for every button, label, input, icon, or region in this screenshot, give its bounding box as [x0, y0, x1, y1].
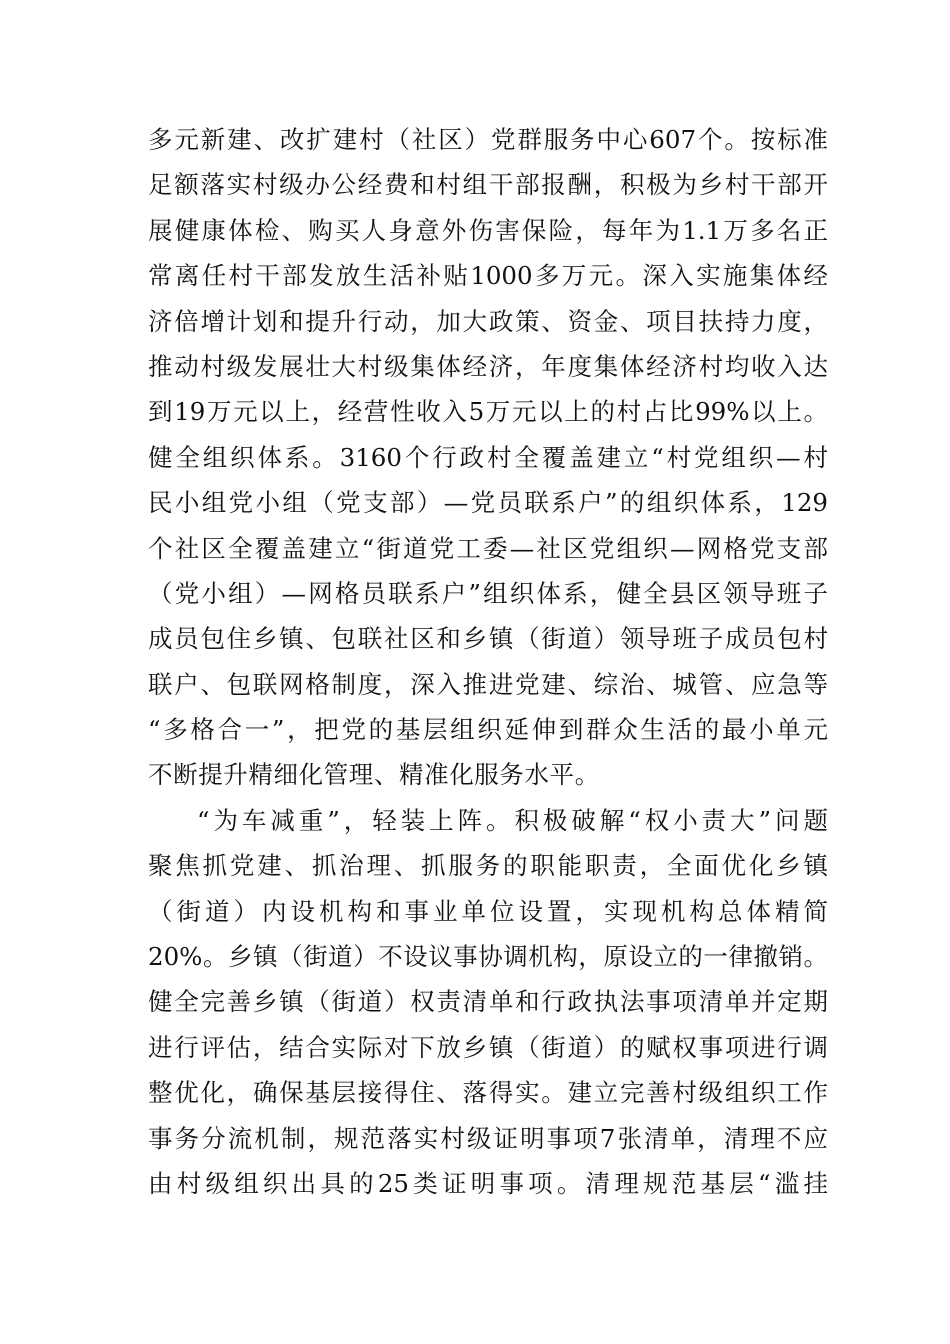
text-line: 联户、包联网格制度，深入推进党建、综治、城管、应急等: [148, 669, 828, 699]
text-line: 聚焦抓党建、抓治理、抓服务的职能职责，全面优化乡镇: [148, 851, 828, 881]
text-line: （街道）内设机构和事业单位设置，实现机构总体精简: [148, 896, 828, 926]
text-line: 民小组党小组（党支部）—党员联系户”的组织体系，129: [148, 488, 828, 518]
text-line: 济倍增计划和提升行动，加大政策、资金、项目扶持力度，: [148, 306, 828, 336]
text-line: 不断提升精细化管理、精准化服务水平。: [148, 760, 600, 790]
text-line: （党小组）—网格员联系户”组织体系，健全县区领导班子: [148, 578, 828, 608]
text-line: 进行评估，结合实际对下放乡镇（街道）的赋权事项进行调: [148, 1032, 828, 1062]
text-line: 整优化，确保基层接得住、落得实。建立完善村级组织工作: [148, 1078, 828, 1108]
text-line: 个社区全覆盖建立“街道党工委—社区党组织—网格党支部: [148, 533, 828, 563]
text-line: 健全组织体系。3160个行政村全覆盖建立“村党组织—村: [148, 442, 828, 472]
text-line: 成员包住乡镇、包联社区和乡镇（街道）领导班子成员包村: [148, 624, 828, 654]
text-line: 事务分流机制，规范落实村级证明事项7张清单，清理不应: [148, 1123, 828, 1153]
text-line: 足额落实村级办公经费和村组干部报酬，积极为乡村干部开: [148, 170, 828, 200]
text-line: 展健康体检、购买人身意外伤害保险，每年为1.1万多名正: [148, 215, 828, 245]
text-line: 推动村级发展壮大村级集体经济，年度集体经济村均收入达: [148, 351, 828, 381]
text-line: 到19万元以上，经营性收入5万元以上的村占比99%以上。: [148, 397, 828, 427]
text-line: 常离任村干部发放生活补贴1000多万元。深入实施集体经: [148, 261, 828, 291]
paragraph-first-line: “为车减重”，轻装上阵。积极破解“权小责大”问题: [197, 805, 828, 835]
text-line: 健全完善乡镇（街道）权责清单和行政执法事项清单并定期: [148, 987, 828, 1017]
body-text: [148, 117, 828, 1206]
text-line: 由村级组织出具的25类证明事项。清理规范基层“滥挂: [148, 1168, 828, 1198]
text-line: “多格合一”，把党的基层组织延伸到群众生活的最小单元: [148, 715, 828, 745]
text-line: 20%。乡镇（街道）不设议事协调机构，原设立的一律撤销。: [148, 942, 828, 972]
text-line: 多元新建、改扩建村（社区）党群服务中心607个。按标准: [148, 125, 828, 154]
